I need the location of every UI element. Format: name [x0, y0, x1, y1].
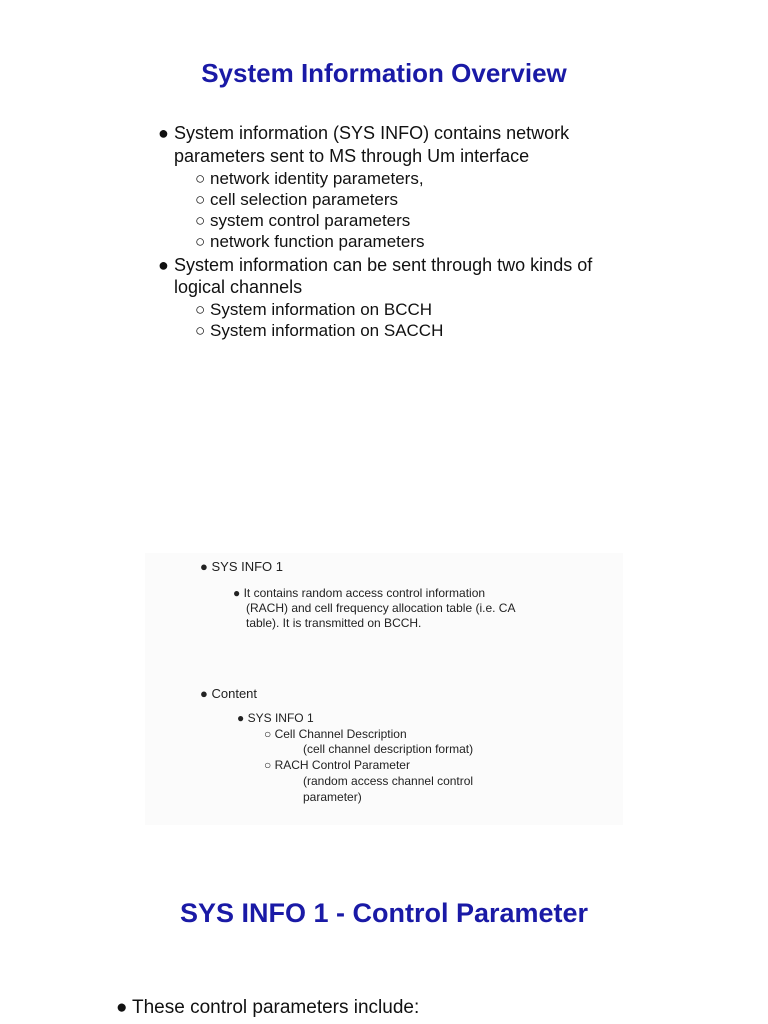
bullet-icon: ● [237, 711, 245, 725]
sub-bullet-item [195, 231, 425, 253]
panel-desc-line: table). It is transmitted on BCCH. [246, 616, 422, 630]
panel-item-name: Cell Channel Description [274, 727, 407, 741]
bullet-text-continuation: logical channels [174, 277, 303, 297]
bullet-text-continuation: parameters sent to MS through Um interface [174, 146, 530, 166]
sub-bullet-text: System information on BCCH [210, 300, 433, 319]
panel-bullet-content [200, 686, 257, 702]
bullet-item [158, 254, 592, 276]
bullet-text: System information (SYS INFO) contains network [174, 123, 570, 143]
circle-bullet-icon: ○ [195, 321, 206, 340]
panel-content-sys-info-1 [237, 710, 314, 726]
circle-bullet-icon: ○ [264, 727, 272, 741]
panel-item-desc: (cell channel description format) [303, 742, 474, 756]
panel-label: Content [211, 686, 258, 701]
circle-bullet-icon: ○ [195, 232, 206, 251]
panel-content-item [264, 726, 407, 742]
panel-desc-text: It contains random access control information [243, 586, 486, 600]
slide-title-system-information-overview: System Information Overview [201, 58, 567, 88]
panel-content-item [264, 757, 410, 773]
circle-bullet-icon: ○ [195, 169, 206, 188]
circle-bullet-icon: ○ [264, 758, 272, 772]
sub-bullet-text: system control parameters [210, 211, 411, 230]
circle-bullet-icon: ○ [195, 300, 206, 319]
panel-item-desc: (random access channel control [303, 774, 474, 788]
bullet-item [158, 122, 569, 144]
panel-desc-line [233, 585, 485, 601]
panel-label: SYS INFO 1 [211, 559, 284, 574]
circle-bullet-icon: ○ [195, 211, 206, 230]
panel-label: SYS INFO 1 [247, 711, 314, 725]
bullet-icon: ● [116, 997, 128, 1018]
bullet-icon: ● [233, 586, 241, 600]
panel-bullet-sys-info-1 [200, 559, 283, 575]
bullet-text: System information can be sent through two kinds of [174, 255, 593, 275]
panel-item-name: RACH Control Parameter [274, 758, 410, 772]
bullet-text: These control parameters include: [132, 997, 420, 1018]
sub-bullet-item [195, 299, 432, 321]
sub-bullet-item [195, 189, 398, 211]
bullet-icon: ● [158, 123, 169, 143]
sub-bullet-text: network function parameters [210, 232, 425, 251]
sub-bullet-item [195, 168, 424, 190]
bullet-icon: ● [158, 255, 169, 275]
sub-bullet-text: System information on SACCH [210, 321, 444, 340]
slide-title-sys-info-1-control-parameter: SYS INFO 1 - Control Parameter [179, 898, 589, 928]
bullet-item [116, 996, 419, 1020]
panel-desc-line: (RACH) and cell frequency allocation table (i.e. CA [246, 601, 516, 615]
sub-bullet-item [195, 210, 410, 232]
sub-bullet-text: cell selection parameters [210, 190, 399, 209]
bullet-icon: ● [200, 559, 208, 574]
sub-bullet-text: network identity parameters, [210, 169, 424, 188]
bullet-icon: ● [200, 686, 208, 701]
panel-item-desc: parameter) [303, 790, 362, 804]
circle-bullet-icon: ○ [195, 190, 206, 209]
sub-bullet-item [195, 320, 443, 342]
